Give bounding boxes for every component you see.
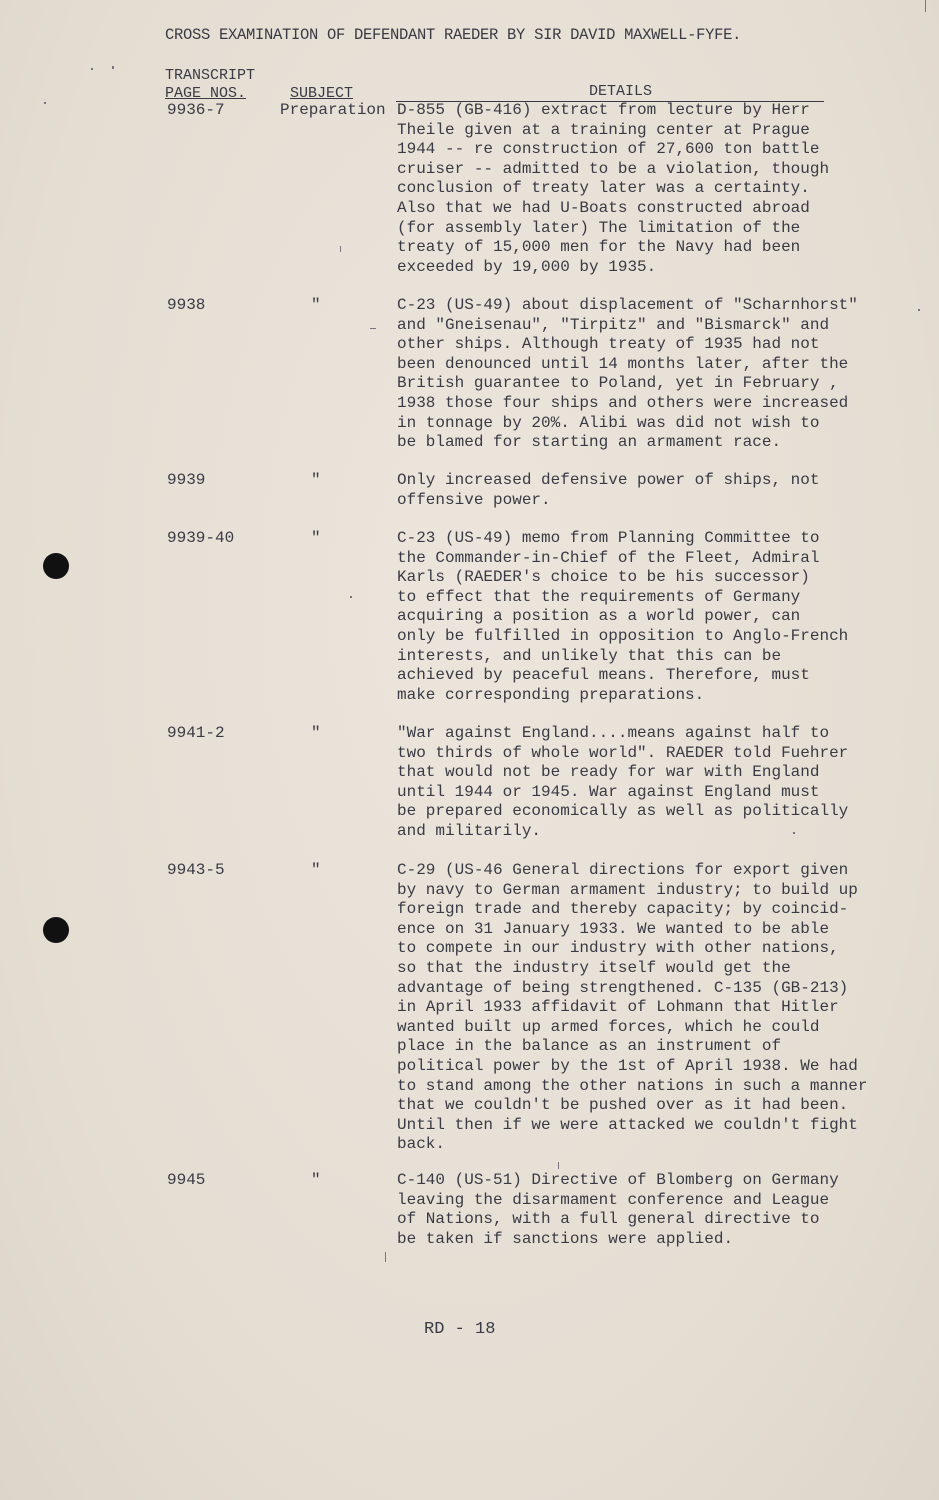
column-header-details-label: DETAILS <box>589 83 653 100</box>
punch-hole-bottom <box>43 917 69 943</box>
paper-speck <box>91 68 93 70</box>
paper-speck <box>44 102 46 104</box>
entry-details: D-855 (GB-416) extract from lecture by Herr Theile given at a training center at Prague 1944 -- re construction of 27,600 ton battle cruiser -- admitted to be a violation, though conclusion of treaty later was a certainty. Also that we had U-Boats constructed abroad (for assembly later) The limitation of the treaty of 15,000 men for the Navy had been exceeded by 19,000 by 1935. <box>397 101 830 276</box>
paper-speck <box>918 309 920 311</box>
entry-page-number: 9939 <box>167 471 206 489</box>
paper-speck <box>112 66 114 69</box>
entry-page-number: 9939-40 <box>167 529 235 547</box>
entry-details: C-140 (US-51) Directive of Blomberg on Germany leaving the disarmament conference and League of Nations, with a full general directive to be taken if sanctions were applied. <box>397 1171 839 1248</box>
paper-speck <box>350 596 352 598</box>
entry-details: "War against England....means against half to two thirds of whole world". RAEDER told Fuehrer that would not be ready for war with England until 1944 or 1945. War against England must be prepared economically as well as politically and militarily. <box>397 724 849 840</box>
paper-speck <box>925 0 926 12</box>
entry-subject-ditto: " <box>311 1171 321 1189</box>
entry-subject-ditto: " <box>311 529 321 547</box>
entry-subject-ditto: " <box>311 471 321 489</box>
column-header-details <box>589 83 652 101</box>
column-header-page-line1: TRANSCRIPT <box>165 67 256 84</box>
entry-subject-ditto: " <box>311 724 321 742</box>
entry-page-number: 9943-5 <box>167 861 225 879</box>
page-number-footer: RD - 18 <box>424 1320 496 1339</box>
column-header-page-nos <box>165 67 255 103</box>
entry-details: C-23 (US-49) about displacement of "Scharnhorst" and "Gneisenau", "Tirpitz" and "Bismarck" and other ships. Although treaty of 1935 had not been denounced until 14 months later, after the British guarantee to Poland, yet in February , 1938 those four ships and others were increased in tonnage by 20%. Alibi was did not wish to be blamed for starting an armament race. <box>397 296 858 452</box>
paper-speck <box>370 328 376 329</box>
entry-details: C-23 (US-49) memo from Planning Committee to the Commander-in-Chief of the Fleet, Admiral Karls (RAEDER's choice to be his successor) to effect that the requirements of Germany acquiring a position as a world power, can only be fulfilled in opposition to Anglo-French interests, and unlikely that this can be achieved by peaceful means. Therefore, must make corresponding preparations. <box>397 529 849 704</box>
column-header-page-line2: PAGE NOS. <box>165 85 247 102</box>
paper-speck <box>340 246 341 252</box>
paper-speck <box>385 1252 386 1262</box>
entry-details: Only increased defensive power of ships, not offensive power. <box>397 471 820 509</box>
entry-subject-ditto: " <box>311 296 321 314</box>
entry-details: C-29 (US-46 General directions for export given by navy to German armament industry; to build up foreign trade and thereby capacity; by coincid- ence on 31 January 1933. We wanted to be able to compete in our industry with other nations, so that the industry itself would get the advantage of being strengthened. C-135 (GB-213) in April 1933 affidavit of Lohmann that Hitler wanted built up armed forces, which he could place in the balance as an instrument of political power by the 1st of April 1938. We had to stand among the other nations in such a manner that we couldn't be pushed over as it had been. Until then if we were attacked we couldn't fight back. <box>397 861 868 1154</box>
entry-page-number: 9945 <box>167 1171 206 1189</box>
paper-speck <box>558 1162 559 1169</box>
entry-page-number: 9941-2 <box>167 724 225 742</box>
document-title: CROSS EXAMINATION OF DEFENDANT RAEDER BY SIR DAVID MAXWELL-FYFE. <box>165 26 742 44</box>
entry-page-number: 9938 <box>167 296 206 314</box>
entry-subject-ditto: " <box>311 861 321 879</box>
entry-subject: Preparation <box>280 101 386 119</box>
column-header-subject-label: SUBJECT <box>290 85 354 102</box>
punch-hole-top <box>43 553 69 579</box>
entry-page-number: 9936-7 <box>167 101 225 119</box>
